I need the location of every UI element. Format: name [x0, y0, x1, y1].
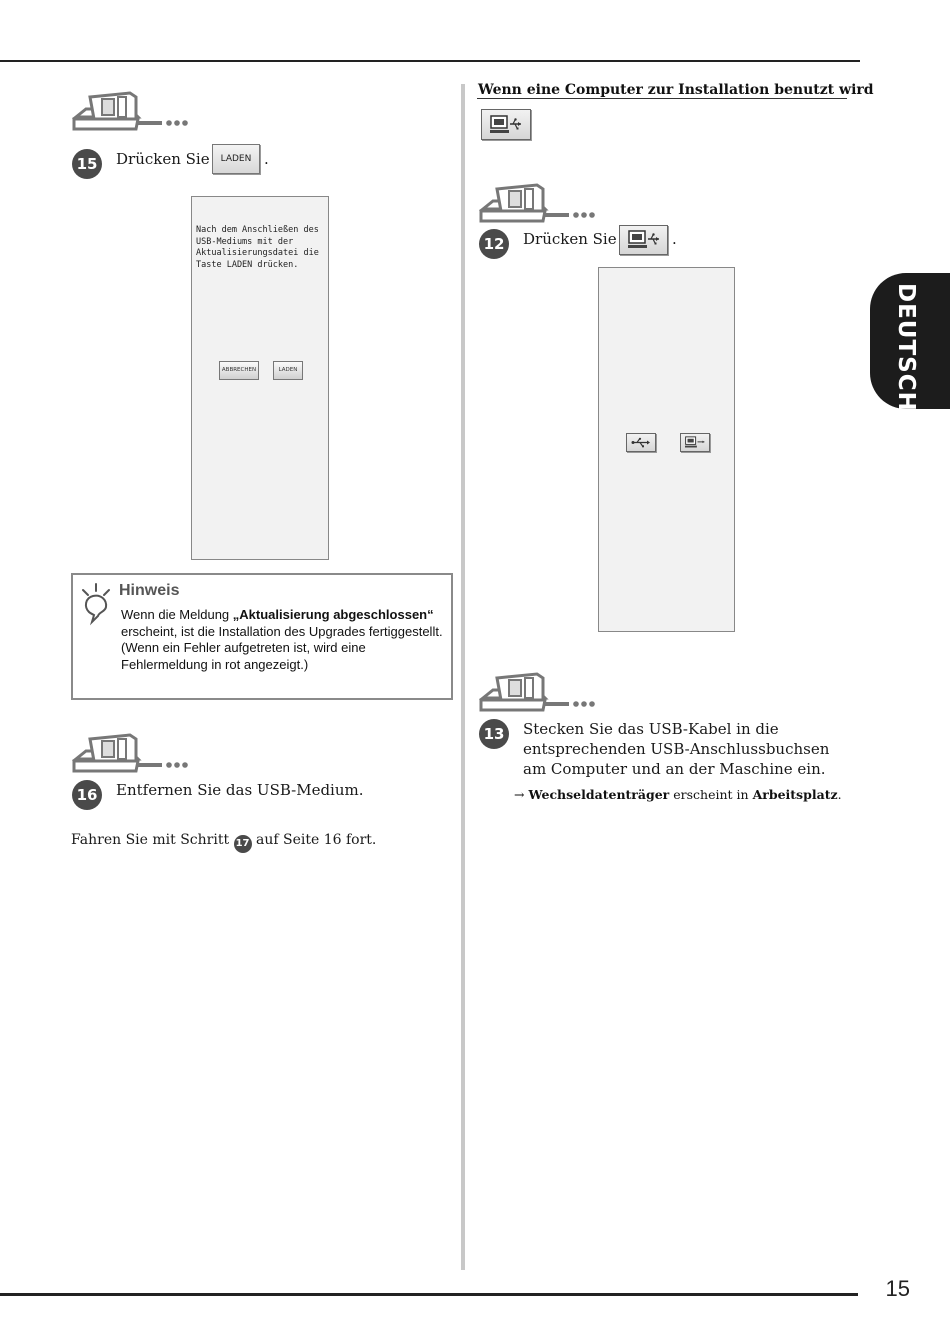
step-number-15: 15: [72, 149, 102, 179]
step-15-period: .: [264, 150, 269, 168]
step-12-text: Drücken Sie: [523, 230, 617, 248]
step-13-text: Stecken Sie das USB-Kabel in die entsprechenden USB-Anschlussbuchsen am Computer und an der Maschine ein.: [523, 720, 830, 778]
step-13-result: [514, 787, 854, 802]
language-tab-label: DEUTSCH: [893, 283, 919, 412]
sewing-machine-icon: [479, 670, 599, 714]
note-box: [71, 573, 453, 700]
continue-suffix: auf Seite 16 fort.: [255, 832, 377, 848]
step-number-16: 16: [72, 780, 102, 810]
screen-cancel-button[interactable]: ABBRECHEN: [219, 361, 259, 380]
note-text-bold: „Aktualisierung abgeschlossen“: [232, 607, 434, 622]
language-tab: [870, 273, 950, 412]
continue-prefix: Fahren Sie mit Schritt: [71, 832, 230, 848]
column-divider: [461, 84, 465, 1270]
note-title: Hinweis: [119, 582, 180, 599]
result-end: .: [837, 787, 842, 802]
lcd-screen-connection: [598, 267, 735, 632]
computer-usb-icon: [490, 115, 522, 135]
note-text-paren: (Wenn ein Fehler aufgetreten ist, wird eine Fehlermeldung in rot angezeigt.): [121, 640, 366, 672]
computer-usb-icon: [685, 436, 705, 449]
sewing-machine-icon: [72, 89, 192, 133]
heading-underline: [477, 98, 847, 99]
result-mid: erscheint in: [669, 787, 753, 802]
sewing-machine-icon: [72, 731, 192, 775]
top-rule: [0, 60, 860, 62]
result-arrow: →: [514, 787, 525, 802]
result-bold-2: Arbeitsplatz: [752, 787, 838, 802]
screen-computer-usb-button[interactable]: [680, 433, 710, 452]
continue-note: [71, 832, 376, 853]
screen-load-button[interactable]: LADEN: [273, 361, 303, 380]
screen-usb-button[interactable]: [626, 433, 656, 452]
note-body: [121, 607, 447, 673]
section-heading: Wenn eine Computer zur Installation benutzt wird: [478, 82, 874, 98]
step-15-text: Drücken Sie: [116, 150, 210, 168]
step-number-13: 13: [479, 719, 509, 749]
step-ref-17: 17: [234, 835, 252, 853]
screen-message: Nach dem Anschließen des USB-Mediums mit der Aktualisierungsdatei die Taste LADEN drücken.: [196, 225, 319, 270]
usb-icon: [631, 437, 651, 448]
result-bold-1: Wechseldatenträger: [528, 787, 670, 802]
lightbulb-icon: [79, 582, 113, 628]
step-16-text: Entfernen Sie das USB-Medium.: [116, 781, 364, 799]
lcd-screen-upgrade: [191, 196, 329, 560]
step-number-12: 12: [479, 229, 509, 259]
sewing-machine-icon: [479, 181, 599, 225]
computer-usb-button[interactable]: [619, 225, 668, 255]
computer-usb-icon: [628, 230, 660, 250]
step-12-period: .: [672, 230, 677, 248]
computer-usb-button[interactable]: [481, 109, 531, 140]
laden-button[interactable]: LADEN: [212, 144, 260, 174]
note-text-rest: erscheint, ist die Installation des Upgrades fertiggestellt.: [121, 623, 443, 639]
note-text-prefix: Wenn die Meldung: [121, 607, 233, 622]
bottom-rule: [0, 1293, 858, 1296]
page-number: 15: [885, 1276, 910, 1301]
